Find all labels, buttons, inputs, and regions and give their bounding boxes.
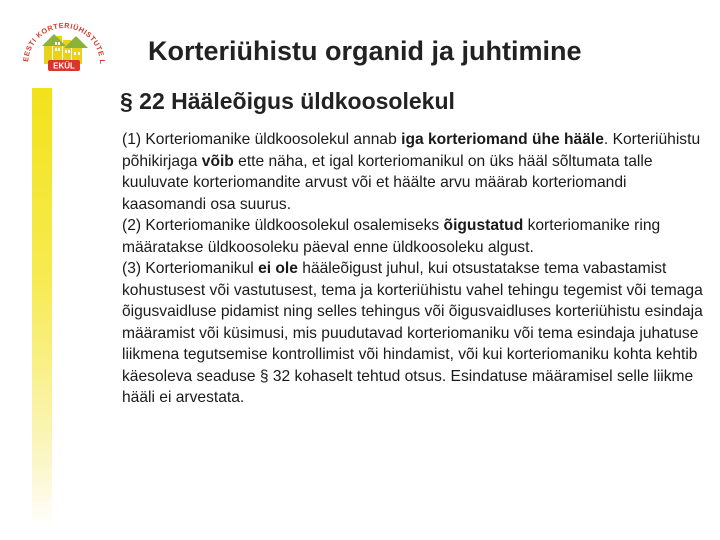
ekul-logo: [18, 6, 110, 86]
p1-text-a: (1) Korteriomanike üldkoosolekul annab: [122, 131, 402, 148]
p2-bold-b: õigustatud: [443, 217, 524, 234]
p2-text-a: (2) Korteriomanike üldkoosolekul osalemiseks: [122, 217, 444, 234]
body-text: [122, 129, 712, 409]
p1-bold-d: võib: [201, 152, 234, 170]
house-skyline-logo-icon: [18, 6, 110, 86]
svg-text:EESTI KORTERIÜHISTUTE LIIT: EESTI KORTERIÜHISTUTE L: [21, 20, 108, 65]
p1-text-c: . Korteriühistu põhikirjaga: [122, 131, 701, 170]
paragraph-3: [122, 258, 712, 409]
p1-text-e: ette näha, et igal korteriomanikul on üks hääl sõltumata talle kuuluvate korteriomandite arvust või et häälte arvu määrab korteriomandi kaasomandi osa suurus.: [122, 152, 653, 213]
yellow-side-stripe: [32, 88, 52, 528]
paragraph-2: [122, 215, 712, 258]
p1-bold-b: iga korteriomand ühe hääle: [401, 131, 604, 148]
paragraph-1: [122, 129, 712, 215]
p2-text-c: korteriomanike ring määratakse üldkoosoleku päeval enne üldkoosoleku algust.: [122, 217, 661, 256]
p3-bold-b: ei ole: [258, 260, 298, 277]
section-heading: § 22 Hääleõigus üldkoosolekul: [120, 88, 455, 114]
p3-text-c: hääleõigust juhul, kui otsustatakse tema vabastamist kohustusest või vastutusest, tema ja korteriühistu vahel tehingu tegemist või temaga õigusvaidluse pidamist ning selles tehingus või õigusvaidluses korteriühistu esindaja määramist või küsimusi, mis puudutavad korteriomaniku või tema esindaja juhatuse liikmena tegutsemise kontrollimist või hindamist, või kui korteriomaniku kohta kehtib käesoleva seaduse § 32 kohaselt tehtud otsus. Esindatuse määramisel selle liikme hääli ei arvestata.: [122, 260, 703, 406]
page-title: Korteriühistu organid ja juhtimine: [148, 36, 582, 66]
p3-text-a: (3) Korteriomanikul: [122, 260, 259, 277]
logo-badge-text: EKÜL: [53, 61, 75, 71]
